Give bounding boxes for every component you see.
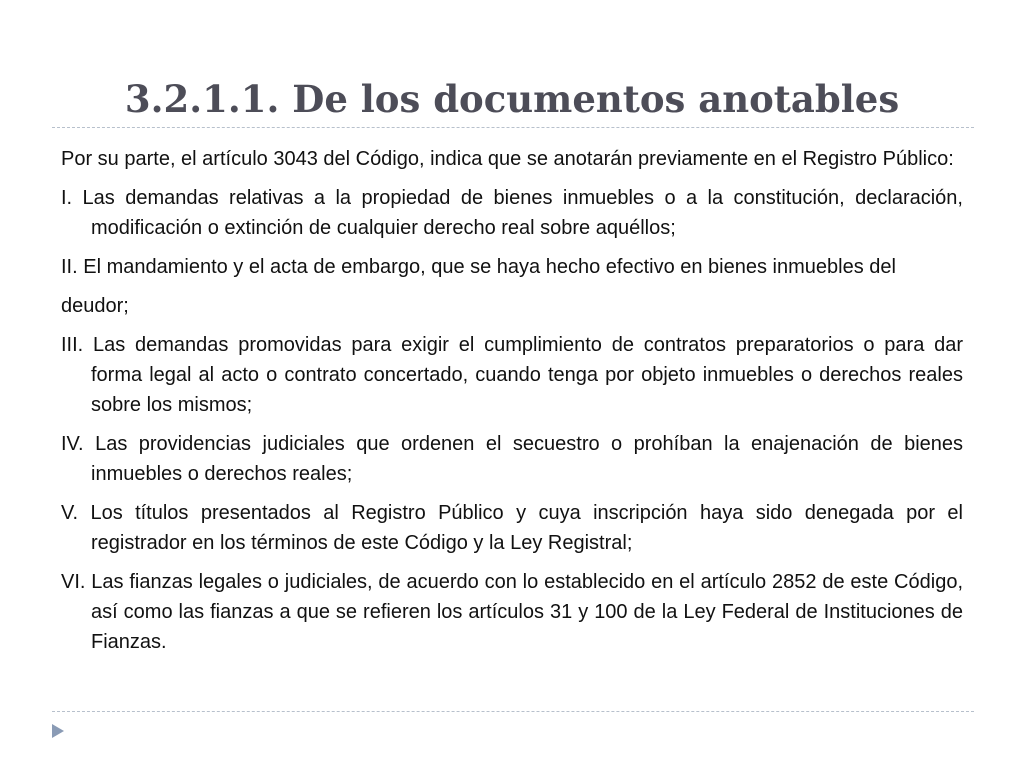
intro-paragraph: Por su parte, el artículo 3043 del Código, indica que se anotarán previamente en el Registro Público:	[61, 148, 954, 170]
item-v: V. Los títulos presentados al Registro Público y cuya inscripción haya sido denegada por el registrador en los términos de este Código y la Ley Registral;	[61, 502, 963, 554]
title-divider	[52, 127, 974, 128]
item-vi: VI. Las fianzas legales o judiciales, de acuerdo con lo establecido en el artículo 2852 de este Código, así como las fianzas a que se refieren los artículos 31 y 100 de la Ley Federal de Instituciones de Fianzas.	[61, 571, 963, 653]
title-text: De los documentos anotables	[292, 77, 900, 121]
item-ii: II. El mandamiento y el acta de embargo, que se haya hecho efectivo en bienes inmuebles del	[61, 256, 896, 278]
item-iii: III. Las demandas promovidas para exigir el cumplimiento de contratos preparatorios o para dar forma legal al acto o contrato concertado, cuando tenga por objeto inmuebles o derechos reales sobre los mismos;	[61, 334, 963, 416]
slide-body	[61, 144, 963, 666]
title-number: 3.2.1.1.	[124, 77, 280, 121]
item-i: I. Las demandas relativas a la propiedad de bienes inmuebles o a la constitución, declaración, modificación o extinción de cualquier derecho real sobre aquéllos;	[61, 187, 963, 239]
slide-title	[0, 74, 1024, 124]
item-ii-continuation: deudor;	[61, 295, 129, 317]
item-iv: IV. Las providencias judiciales que ordenen el secuestro o prohíban la enajenación de bienes inmuebles o derechos reales;	[61, 433, 963, 485]
arrow-right-icon	[52, 724, 64, 738]
footer-divider	[52, 711, 974, 712]
